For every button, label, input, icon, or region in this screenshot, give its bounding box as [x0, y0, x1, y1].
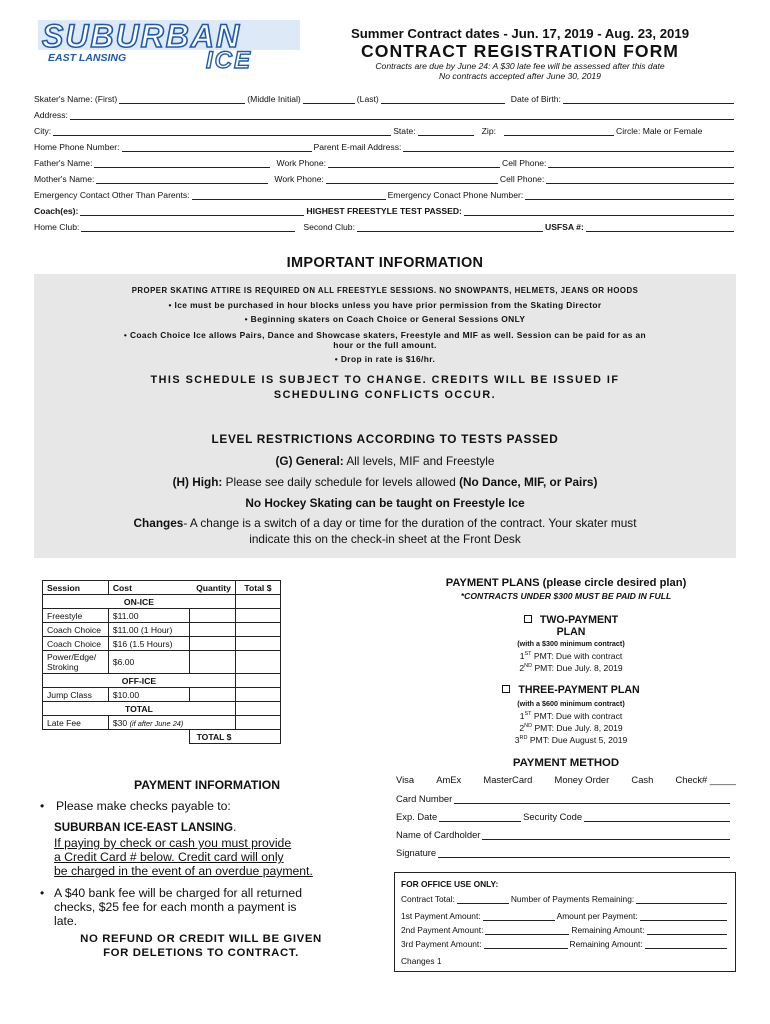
- parent-email-field[interactable]: [403, 143, 734, 152]
- first-name-field[interactable]: [119, 95, 245, 104]
- table-row: Coach Choice $16 (1.5 Hours): [43, 637, 281, 651]
- logo-ice-text: ICE: [206, 47, 253, 72]
- table-row: Late Fee $30 (if after June 24): [43, 716, 281, 730]
- three-payment-first: 1ST PMT: Due with contract: [519, 711, 623, 721]
- quantity-cell[interactable]: [189, 651, 235, 674]
- no-refund-notice: NO REFUND OR CREDIT WILL BE GIVEN: [80, 933, 322, 945]
- emergency-phone-field[interactable]: [525, 191, 734, 200]
- credit-card-notice: a Credit Card # below. Credit card will only: [54, 850, 284, 864]
- due-note: Contracts are due by June 24: A $30 late fee will be assessed after this date: [375, 61, 665, 71]
- no-refund-notice: FOR DELETIONS TO CONTRACT.: [103, 947, 299, 959]
- payee-name: SUBURBAN ICE-EAST LANSING.: [54, 821, 237, 834]
- second-club-field[interactable]: [357, 223, 543, 232]
- attire-notice: PROPER SKATING ATTIRE IS REQUIRED ON ALL FREESTYLE SESSIONS. NO SNOWPANTS, HELMETS, JEANS OR HOODS: [131, 286, 639, 295]
- method-visa[interactable]: Visa: [396, 774, 415, 785]
- two-payment-min: (with a $300 minimum contract): [517, 639, 625, 648]
- total-cell[interactable]: [235, 651, 280, 674]
- checks-payable-text: Please make checks payable to:: [56, 799, 231, 813]
- father-name-field[interactable]: [94, 159, 270, 168]
- two-payment-plan-title-cont: PLAN: [556, 626, 586, 638]
- info-bullet: • Drop in rate is $16/hr.: [334, 354, 436, 364]
- zip-field[interactable]: [504, 127, 614, 136]
- session-table: [42, 580, 281, 744]
- last-name-field[interactable]: [381, 95, 505, 104]
- cardholder-field[interactable]: [482, 831, 730, 840]
- highest-test-field[interactable]: [464, 207, 734, 216]
- two-payment-first: 1ST PMT: Due with contract: [519, 651, 623, 661]
- exp-security-row: Exp. Date Security Code: [396, 810, 732, 822]
- father-cell-phone-field[interactable]: [548, 159, 734, 168]
- exp-date-field[interactable]: [439, 813, 521, 822]
- method-mastercard[interactable]: MasterCard: [483, 774, 533, 785]
- per-payment-field[interactable]: [640, 913, 727, 921]
- home-club-field[interactable]: [81, 223, 295, 232]
- quantity-cell[interactable]: [189, 609, 235, 623]
- office-use-title: FOR OFFICE USE ONLY:: [401, 879, 499, 889]
- table-row: Freestyle $11.00: [43, 609, 281, 623]
- credit-card-notice: be charged in the event of an overdue payment.: [54, 864, 313, 878]
- level-restrictions-title: LEVEL RESTRICTIONS ACCORDING TO TESTS PASSED: [211, 432, 559, 446]
- card-number-row: Card Number: [396, 792, 732, 804]
- coaches-field[interactable]: [80, 207, 304, 216]
- mother-name-field[interactable]: [96, 175, 268, 184]
- quantity-cell[interactable]: [189, 637, 235, 651]
- coach-row: Coach(es): HIGHEST FREESTYLE TEST PASSED:: [34, 204, 736, 216]
- bullet-icon: •: [40, 799, 45, 813]
- payments-remaining-field[interactable]: [636, 896, 727, 904]
- off-ice-label: OFF-ICE: [43, 674, 236, 688]
- contract-dates: Summer Contract dates - Jun. 17, 2019 - Aug. 23, 2019: [350, 26, 690, 41]
- logo-suburban-text: SUBURBAN: [42, 20, 242, 54]
- bank-fee-text: A $40 bank fee will be charged for all returned: [54, 886, 302, 900]
- bank-fee-text: late.: [54, 914, 78, 928]
- method-money-order[interactable]: Money Order: [554, 774, 610, 785]
- logo-east-lansing-text: EAST LANSING: [48, 52, 127, 64]
- important-info-box: [34, 274, 736, 558]
- three-payment-min: (with a $600 minimum contract): [517, 699, 625, 708]
- emergency-contact-field[interactable]: [192, 191, 386, 200]
- changes-notice-cont: indicate this on the check-in sheet at the Front Desk: [249, 532, 521, 546]
- gender-choice[interactable]: Circle: Male or Female: [615, 126, 703, 136]
- payment-method-options: [396, 774, 736, 785]
- grand-total-cell[interactable]: [235, 730, 280, 744]
- schedule-notice: THIS SCHEDULE IS SUBJECT TO CHANGE. CREDITS WILL BE ISSUED IF: [150, 374, 620, 386]
- phone-email-row: Home Phone Number: Parent E-mail Address:: [34, 140, 736, 152]
- three-payment-checkbox[interactable]: [502, 685, 510, 693]
- father-work-phone-field[interactable]: [328, 159, 500, 168]
- first-payment-field[interactable]: [483, 913, 555, 921]
- quantity-cell[interactable]: [189, 623, 235, 637]
- signature-field[interactable]: [438, 849, 730, 858]
- total-cell[interactable]: [235, 609, 280, 623]
- quantity-cell[interactable]: [189, 688, 235, 702]
- schedule-notice-cont: SCHEDULING CONFLICTS OCCUR.: [273, 389, 497, 401]
- no-contracts-note: No contracts accepted after June 30, 2019: [439, 71, 601, 81]
- signature-row: Signature: [396, 846, 732, 858]
- info-bullet: • Beginning skaters on Coach Choice or General Sessions ONLY: [244, 314, 526, 324]
- subtotal-label: TOTAL: [43, 702, 236, 716]
- info-bullet: • Coach Choice Ice allows Pairs, Dance and Showcase skaters, Freestyle and MIF as well. Session can be paid for as an: [123, 330, 647, 340]
- important-title: IMPORTANT INFORMATION: [286, 255, 484, 271]
- page-title: CONTRACT REGISTRATION FORM: [361, 41, 679, 61]
- payment-information-title: PAYMENT INFORMATION: [133, 778, 281, 792]
- father-row: Father's Name: Work Phone: Cell Phone:: [34, 156, 736, 168]
- bank-fee-text: checks, $25 fee for each month a payment is: [54, 900, 297, 914]
- three-payment-third: 3RD PMT: Due August 5, 2019: [514, 735, 628, 745]
- dob-field[interactable]: [563, 95, 734, 104]
- changes-count: Changes 1: [401, 956, 442, 966]
- table-row: Coach Choice $11.00 (1 Hour): [43, 623, 281, 637]
- two-payment-second: 2ND PMT: Due July. 8, 2019: [519, 663, 623, 673]
- total-cell[interactable]: [235, 623, 280, 637]
- changes-notice: Changes- A change is a switch of a day or time for the duration of the contract. Your skater must: [133, 516, 637, 530]
- mother-cell-phone-field[interactable]: [546, 175, 734, 184]
- method-check[interactable]: Check# _____: [675, 774, 736, 785]
- high-level: (H) High: Please see daily schedule for levels allowed (No Dance, MIF, or Pairs): [172, 475, 598, 489]
- cardholder-row: Name of Cardholder: [396, 828, 732, 840]
- method-cash[interactable]: Cash: [631, 774, 654, 785]
- state-field[interactable]: [418, 127, 474, 136]
- total-dollar-label: TOTAL $: [189, 730, 235, 744]
- bullet-icon: •: [40, 886, 45, 900]
- address-row: Address:: [34, 108, 736, 120]
- payment-method-title: PAYMENT METHOD: [512, 757, 620, 769]
- info-bullet: • Ice must be purchased in hour blocks unless you have prior permission from the Skating Director: [168, 300, 602, 310]
- three-payment-second: 2ND PMT: Due July. 8, 2019: [519, 723, 623, 733]
- usfsa-field[interactable]: [586, 223, 734, 232]
- emergency-row: Emergency Contact Other Than Parents: Emergency Conact Phone Number:: [34, 188, 736, 200]
- total-cell[interactable]: [235, 688, 280, 702]
- payment-plans-note: *CONTRACTS UNDER $300 MUST BE PAID IN FULL: [460, 591, 672, 601]
- table-row: Jump Class $10.00: [43, 688, 281, 702]
- city-row: City: State: Zip: Circle: Male or Female: [34, 126, 703, 136]
- city-field[interactable]: [53, 127, 391, 136]
- club-row: Home Club: Second Club: USFSA #:: [34, 220, 736, 232]
- mother-row: Mother's Name: Work Phone: Cell Phone:: [34, 172, 736, 184]
- table-header-row: Session Cost Quantity Total $: [43, 581, 281, 595]
- table-row: Power/Edge/ Stroking $6.00: [43, 651, 281, 674]
- skater-name-row: Skater's Name: (First) (Middle Initial) (Last) Date of Birth:: [34, 92, 736, 104]
- second-payment-field[interactable]: [485, 927, 569, 935]
- security-code-field[interactable]: [584, 813, 730, 822]
- payment-plans-title: PAYMENT PLANS (please circle desired plan): [445, 577, 687, 589]
- three-payment-plan-option[interactable]: THREE-PAYMENT PLAN: [456, 684, 686, 696]
- general-level: (G) General: All levels, MIF and Freestyle: [275, 454, 495, 468]
- no-hockey-notice: No Hockey Skating can be taught on Freestyle Ice: [245, 496, 525, 510]
- remaining-amount-field[interactable]: [645, 941, 727, 949]
- credit-card-notice: If paying by check or cash you must provide: [54, 836, 292, 850]
- home-phone-field[interactable]: [122, 143, 312, 152]
- card-number-field[interactable]: [454, 795, 730, 804]
- total-cell[interactable]: [235, 637, 280, 651]
- on-ice-label: ON-ICE: [43, 595, 236, 609]
- suburban-ice-logo: [38, 20, 300, 72]
- two-payment-plan-option[interactable]: TWO-PAYMENT: [456, 614, 686, 626]
- method-amex[interactable]: AmEx: [436, 774, 462, 785]
- third-payment-field[interactable]: [484, 941, 568, 949]
- contract-total-field[interactable]: [457, 896, 509, 904]
- two-payment-checkbox[interactable]: [524, 615, 532, 623]
- middle-initial-field[interactable]: [303, 95, 355, 104]
- remaining-amount-field[interactable]: [647, 927, 728, 935]
- address-field[interactable]: [70, 111, 734, 120]
- mother-work-phone-field[interactable]: [326, 175, 498, 184]
- info-bullet-cont: hour or the full amount.: [333, 340, 437, 350]
- late-fee-cell[interactable]: [235, 716, 280, 730]
- office-use-box: FOR OFFICE USE ONLY: Contract Total: Number of Payments Remaining: 1st Payment Amount: Amount per Payment: 2nd Payment Amount: Remaining Amount: 3rd Payment Amount: Remaining Amount: Changes 1: [394, 872, 736, 972]
